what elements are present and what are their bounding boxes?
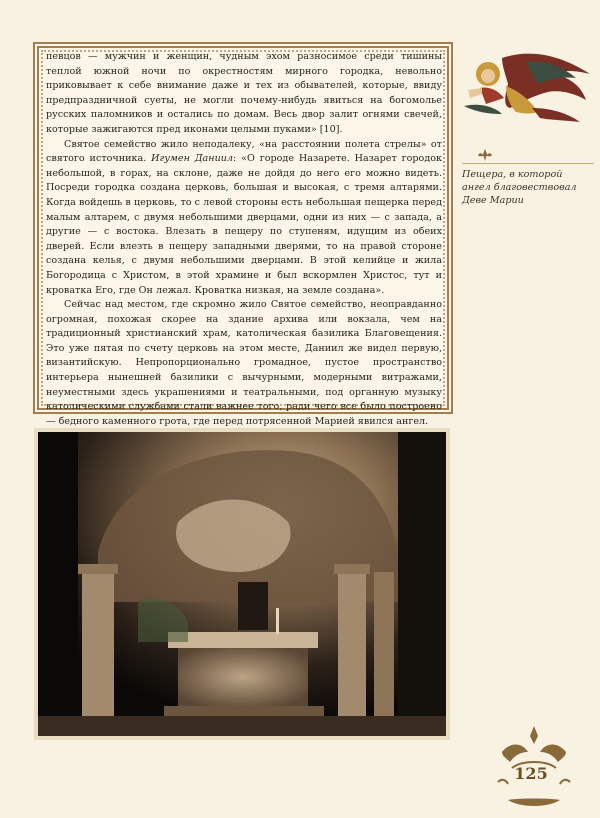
text-run: Сейчас над местом, где скромно жило Святое семейство, неоправданно огромная, похожая скорее на здание архива или вокзала, чем на традиционный христианский храм, католическая базилика Благовещения. Это уже пятая по счету церковь на этом месте, Даниил же видел первую, византийскую. Непропорционально громадное, пустое пространство интерьера нынешней базилики с вычурными, модерными витражами, неуместными здесь украшениями и театральными, под органную музыку католическими службами стали важнее того, ради чего все было построено — бедного каменного грота, где перед потрясенной Марией явился ангел.	[46, 299, 442, 427]
text-run: певцов — мужчин и женщин, чудным эхом разносимое среди тишины теплой южной ночи по окрестностям мирного городка, невольно приковывает к себе внимание даже и тех из обывателей, которые, ввиду предпраздничной суеты, не могли почему-нибудь явиться на богомолье русских паломников и остались по домам. Весь двор залит огнями свечей, которые зажигаются пред иконами целыми пуками» [10].	[46, 51, 442, 135]
caption-rule	[462, 163, 594, 164]
paragraph	[46, 138, 442, 299]
italic-run: Игумен Даниил	[151, 153, 234, 165]
angel-icon	[462, 48, 594, 134]
paragraph	[46, 298, 442, 429]
ornament-icon	[476, 148, 494, 162]
grotto-photo	[38, 432, 446, 736]
paragraph	[46, 50, 442, 138]
page-number: 125	[514, 764, 548, 783]
text-run: Святое семейство жило неподалеку, «на расстоянии полета стрелы» от святого источника.	[46, 138, 442, 165]
body-text	[46, 50, 442, 429]
photo-frame	[34, 428, 450, 740]
text-run: : «О городе Назарете. Назарет городок небольшой, в горах, на склоне, даже не дойдя до него его можно видеть. Посреди городка создана церковь, большая и высокая, с тремя алтарями. Когда войдешь в церковь, то с левой стороны есть небольшая пещерка перед малым алтарем, с двумя небольшими дверцами, одни из них — с запада, а другие — с востока. Влезать в пещеру по ступеням, идущим из обеих дверей. Если влезть в пещеру западными дверями, то на правой стороне создана келья, с двумя небольшими дверцами. В этой келийце и жила Богородица с Христом, в этой храмине и был вскормлен Христос, тут и кроватка Его, где Он лежал. Кроватка низкая, на земле создана».	[46, 153, 442, 296]
photo-caption: Пещера, в которой ангел благовествовал Деве Марии	[462, 169, 577, 206]
